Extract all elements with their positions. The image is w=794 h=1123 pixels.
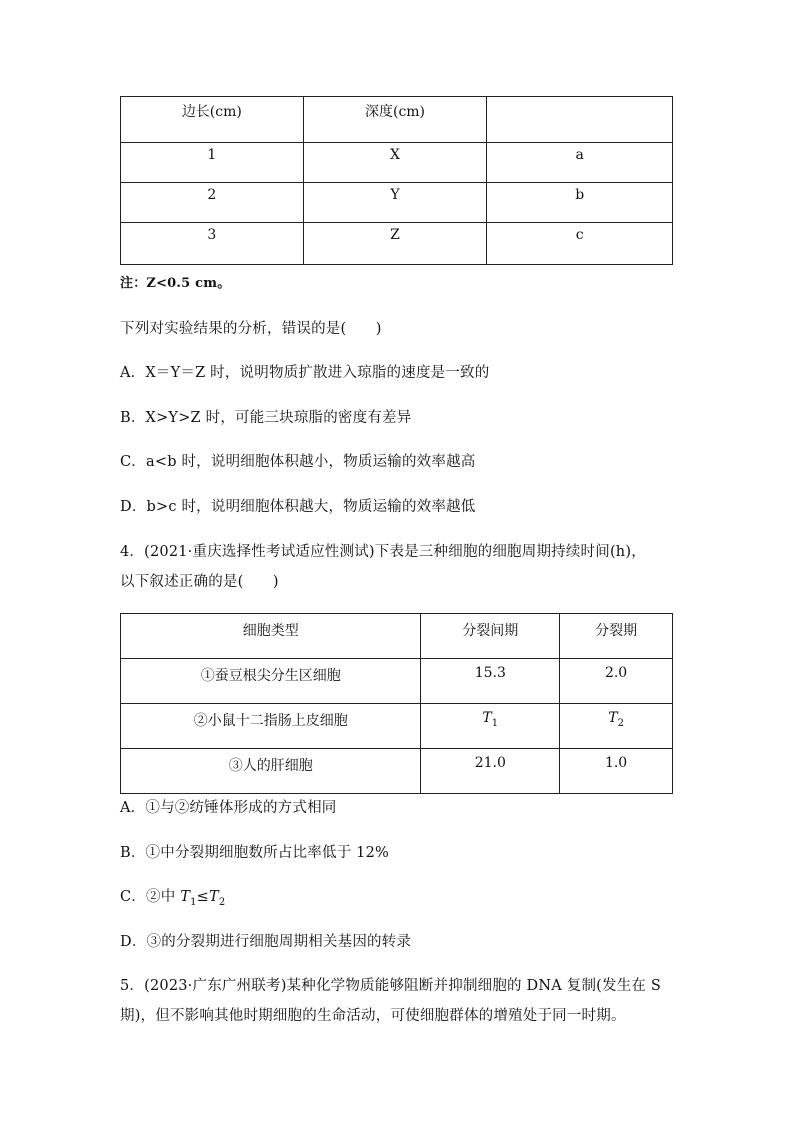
table-header-row (121, 97, 673, 143)
table-row (121, 659, 673, 704)
table-cell: ③人的肝细胞 (121, 749, 421, 794)
variable-t: T (209, 889, 219, 905)
subscript: 1 (491, 717, 499, 729)
table-cell: ②小鼠十二指肠上皮细胞 (121, 704, 421, 749)
table-cell: 1.0 (560, 749, 673, 794)
option-d: D．③的分裂期进行细胞周期相关基因的转录 (120, 934, 412, 950)
question-4-stem: 4．(2021·重庆选择性考试适应性测试)下表是三种细胞的细胞周期持续时间(h)， (120, 544, 646, 560)
table-cell: 2 (121, 183, 304, 223)
option-d: D．b>c 时，说明细胞体积越大，物质运输的效率越低 (120, 499, 476, 515)
variable-t: T (482, 710, 492, 726)
question-stem: 下列对实验结果的分析，错误的是( ) (120, 321, 382, 337)
table-cell: 3 (121, 223, 304, 265)
table-cell: 1 (121, 143, 304, 183)
option-a: A．①与②纺锤体形成的方式相同 (120, 800, 337, 816)
cell-cycle-table (120, 613, 673, 794)
header-cell: 细胞类型 (121, 614, 421, 659)
subscript: 1 (190, 896, 197, 908)
table-cell: Z (303, 223, 487, 265)
table-row (121, 143, 673, 183)
experiment-table (120, 96, 673, 265)
table-cell: 15.3 (421, 659, 560, 704)
header-cell: 分裂期 (560, 614, 673, 659)
header-cell: 边长(cm) (121, 97, 304, 143)
variable-t: T (608, 710, 618, 726)
table-row (121, 704, 673, 749)
table-cell: b (487, 183, 673, 223)
header-cell: 分裂间期 (421, 614, 560, 659)
option-b: B．X>Y>Z 时，可能三块琼脂的密度有差异 (120, 410, 412, 426)
option-c-prefix: C．②中 (120, 889, 181, 905)
table-header-row (121, 614, 673, 659)
table-row (121, 749, 673, 794)
table-row (121, 183, 673, 223)
table-cell (560, 704, 673, 749)
table-row (121, 223, 673, 265)
table-cell (421, 704, 560, 749)
header-cell: 深度(cm) (303, 97, 487, 143)
table-cell: X (303, 143, 487, 183)
table-cell: a (487, 143, 673, 183)
table-cell: Y (303, 183, 487, 223)
header-cell (487, 97, 673, 143)
option-c (120, 885, 225, 908)
subscript: 2 (218, 896, 226, 908)
table-cell: 2.0 (560, 659, 673, 704)
question-5-stem-cont: 期)，但不影响其他时期细胞的生命活动，可使细胞群体的增殖处于同一时期。 (120, 1008, 626, 1024)
question-4-stem-cont: 以下叙述正确的是( ) (120, 574, 279, 590)
subscript: 2 (617, 717, 624, 729)
question-5-stem: 5．(2023·广东广州联考)某种化学物质能够阻断并抑制细胞的 DNA 复制(发生在 S (120, 978, 662, 994)
option-b: B．①中分裂期细胞数所占比率低于 12% (120, 845, 389, 861)
variable-t: T (180, 889, 191, 905)
table-cell: c (487, 223, 673, 265)
table-cell: 21.0 (421, 749, 560, 794)
table-note: 注：Z<0.5 cm。 (120, 276, 231, 291)
table-cell: ①蚕豆根尖分生区细胞 (121, 659, 421, 704)
option-a: A．X＝Y＝Z 时，说明物质扩散进入琼脂的速度是一致的 (120, 365, 490, 381)
operator: ≤ (196, 889, 210, 905)
option-c: C．a<b 时，说明细胞体积越小，物质运输的效率越高 (120, 454, 476, 470)
